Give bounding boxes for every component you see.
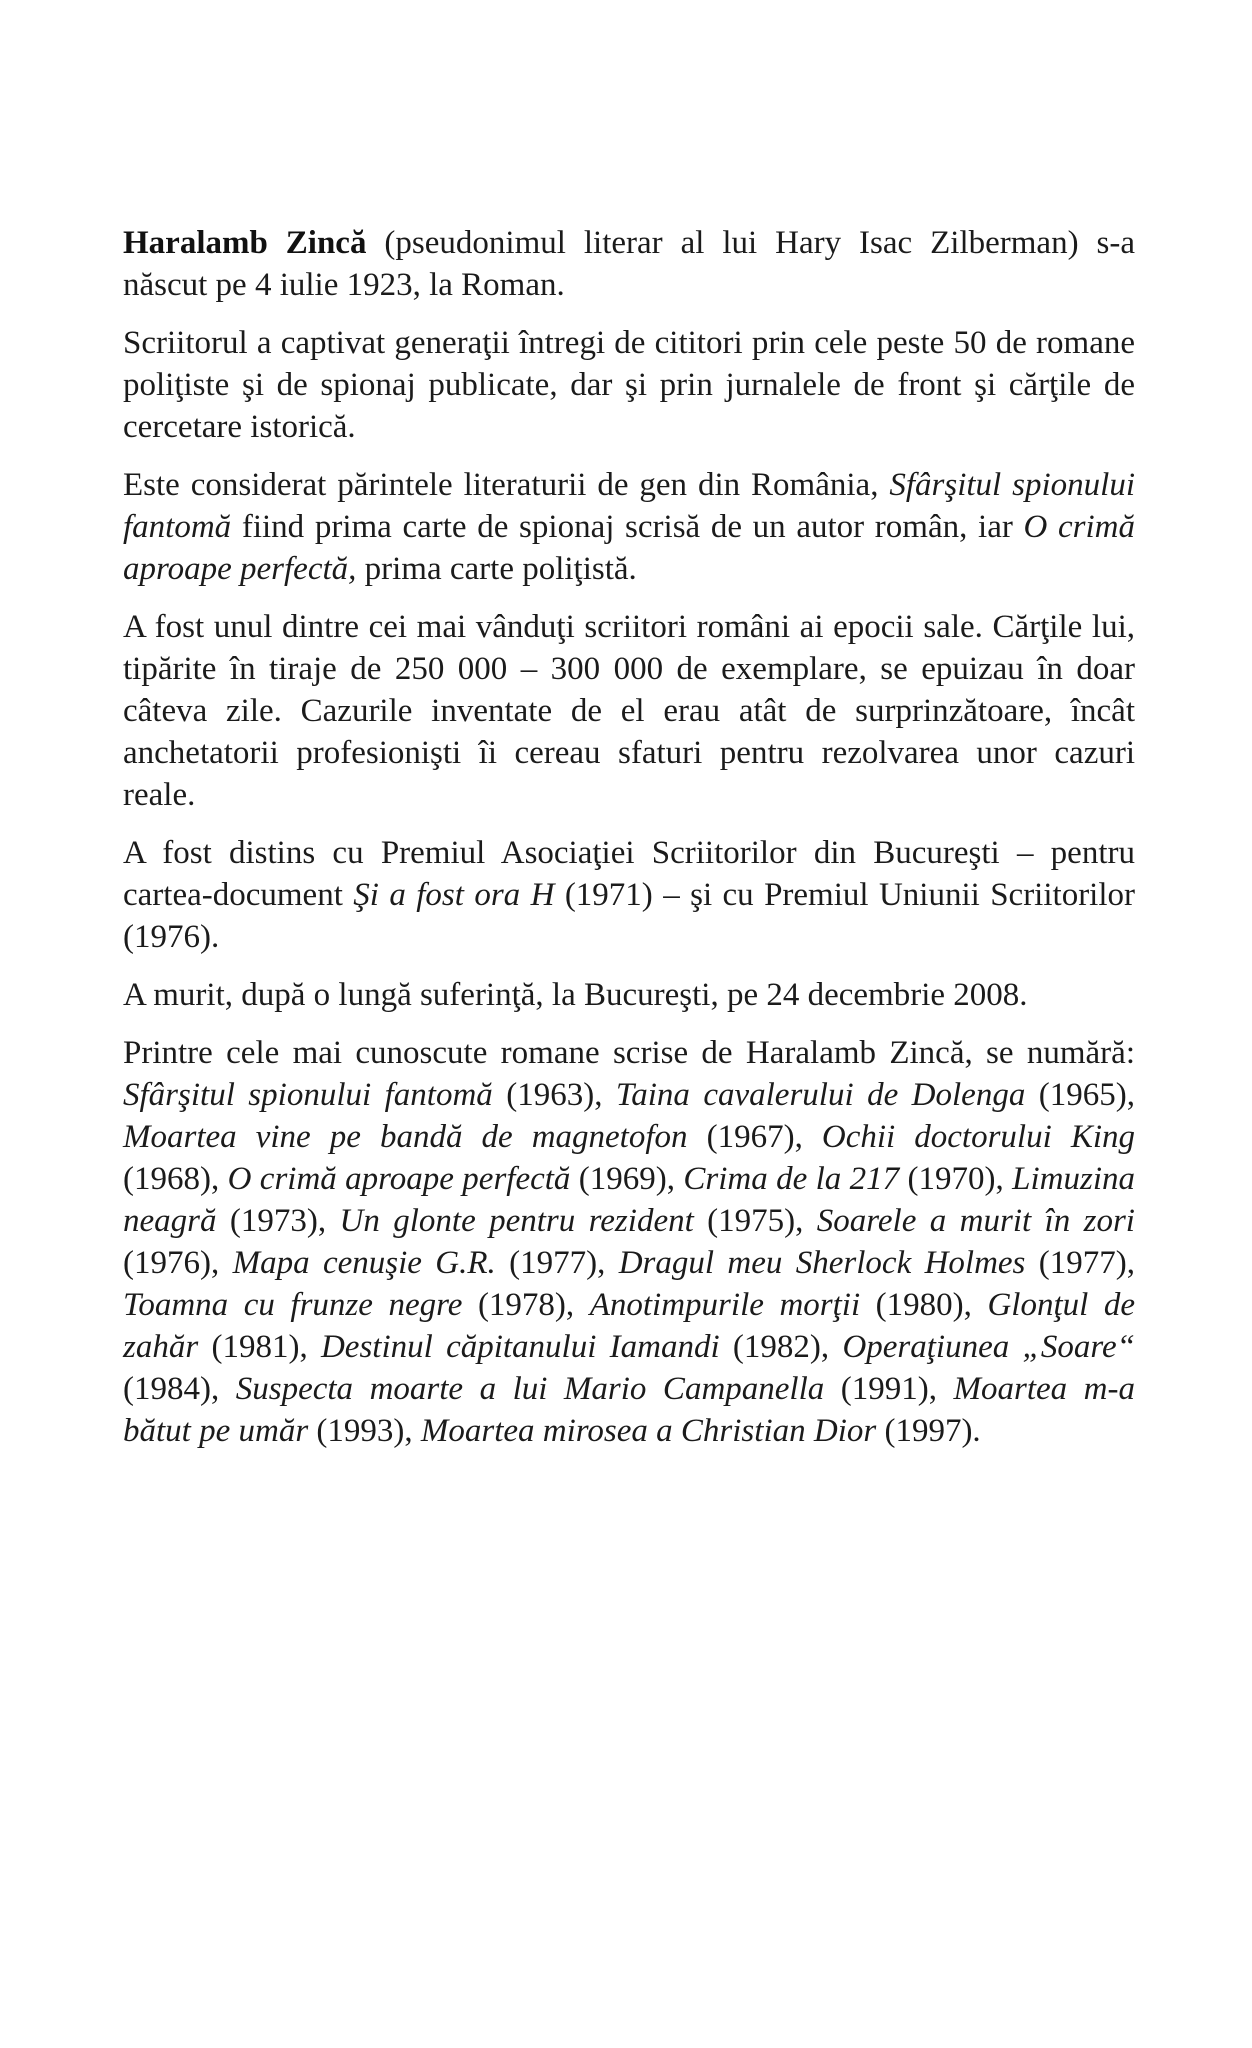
book-title: Sfârşitul spionului fantomă (123, 467, 1135, 545)
text-run: fiind prima carte de spionaj scrisă de un autor român, iar (231, 509, 1024, 545)
text-run: (1997). (876, 1413, 981, 1449)
book-title: Şi a fost ora H (353, 877, 555, 913)
text-run: (1975), (693, 1203, 817, 1239)
book-title: Moartea m-a bătut pe umăr (123, 1371, 1135, 1449)
book-title: Ochii doctorului King (821, 1119, 1136, 1155)
text-run: (pseudonimul literar al lui Hary Isac Zilberman) s-a născut pe 4 iulie 1923, la Roman. (123, 225, 1136, 303)
book-title: Taina cavalerului de Dolenga (615, 1077, 1026, 1113)
book-title: Glonţul de zahăr (123, 1287, 1136, 1365)
book-title: Toamna cu frunze negre (123, 1287, 463, 1323)
text-run: Este considerat părintele literaturii de gen din România, (123, 467, 890, 503)
book-title: Sfârşitul spionului fantomă (123, 1077, 493, 1113)
book-title: Soarele a murit în zori (816, 1203, 1135, 1239)
book-title: Moartea vine pe bandă de magnetofon (123, 1119, 688, 1155)
author-name: Haralamb Zincă (123, 225, 367, 261)
text-run: (1965), (1025, 1077, 1136, 1113)
text-run: (1968), (123, 1161, 228, 1197)
paragraph-4 (123, 606, 1135, 816)
book-title: O crimă aproape perfectă (227, 1161, 571, 1197)
book-title: Un glonte pentru rezident (339, 1203, 694, 1239)
text-run: (1978), (462, 1287, 590, 1323)
book-title: Destinul căpitanului Iamandi (320, 1329, 720, 1365)
book-title: Suspecta moarte a lui Mario Campanella (235, 1371, 825, 1407)
paragraph-6 (123, 974, 1135, 1016)
text-run: A murit, după o lungă suferinţă, la Bucureşti, pe 24 decembrie 2008. (123, 977, 1028, 1013)
book-title: Anotimpurile morţii (589, 1287, 861, 1323)
paragraph-1 (123, 222, 1135, 306)
text-run: (1982), (719, 1329, 843, 1365)
text-run: (1973), (216, 1203, 340, 1239)
book-title: O crimă aproape perfectă, (123, 509, 1135, 587)
text-run: (1976), (123, 1245, 233, 1281)
text-run: Printre cele mai cunoscute romane scrise de Haralamb Zincă, se numără: (123, 1035, 1135, 1071)
text-run: A fost unul dintre cei mai vânduţi scriitori români ai epocii sale. Cărţile lui, tipărite în tiraje de 250 000 – 300 000 de exemplare, se epuizau în doar câteva zile. Cazurile inventate de el erau atât de surprinzătoare, încât anchetatorii profesionişti îi cereau sfaturi pentru rezolvarea unor cazuri reale. (123, 609, 1135, 813)
paragraph-2 (123, 322, 1135, 448)
text-run: (1969), (570, 1161, 684, 1197)
text-run: (1977), (495, 1245, 619, 1281)
text-run: A fost distins cu Premiul Asociaţiei Scriitorilor din Bucureşti – pentru cartea-document (123, 835, 1135, 913)
text-run: Scriitorul a captivat generaţii întregi de cititori prin cele peste 50 de romane poliţiste şi de spionaj publicate, dar şi prin jurnalele de front şi cărţile de cercetare istorică. (123, 325, 1135, 445)
text-run: (1993), (308, 1413, 421, 1449)
book-title: Mapa cenuşie G.R. (232, 1245, 496, 1281)
text-run: (1963), (492, 1077, 616, 1113)
text-run: prima carte poliţistă. (356, 551, 637, 587)
book-title: Limuzina neagră (123, 1161, 1136, 1239)
text-run: (1991), (824, 1371, 954, 1407)
text-run: (1984), (123, 1371, 236, 1407)
book-title: Operaţiunea „Soare“ (842, 1329, 1135, 1365)
text-block (123, 222, 1135, 1468)
paragraph-3 (123, 464, 1135, 590)
text-run: (1967), (687, 1119, 822, 1155)
paragraph-7 (123, 1032, 1135, 1452)
book-title: Moartea mirosea a Christian Dior (420, 1413, 877, 1449)
text-run: (1971) – şi cu Premiul Uniunii Scriitorilor (1976). (123, 877, 1136, 955)
text-run: (1970), (899, 1161, 1013, 1197)
text-run: (1977), (1025, 1245, 1135, 1281)
paragraph-5 (123, 832, 1135, 958)
book-title: Dragul meu Sherlock Holmes (618, 1245, 1026, 1281)
book-title: Crima de la 217 (683, 1161, 900, 1197)
text-run: (1981), (198, 1329, 321, 1365)
text-run: (1980), (860, 1287, 988, 1323)
